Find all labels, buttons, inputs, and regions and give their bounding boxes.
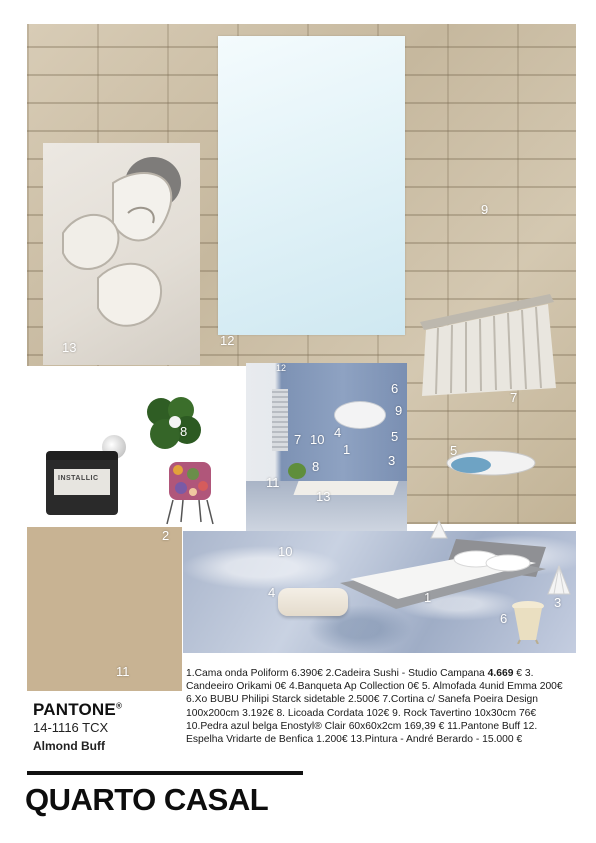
label-11-swatch: 11 — [116, 664, 130, 679]
caption-part-1: 1.Cama onda Poliform 6.390€ 2.Cadeira Sushi - Studio Campana — [186, 668, 488, 679]
label-7-curtain: 7 — [510, 390, 518, 405]
render-bathtub — [334, 401, 386, 429]
label-9-stone: 9 — [481, 202, 489, 217]
label-2-chair: 2 — [162, 528, 170, 543]
pantone-swatch — [27, 527, 182, 691]
render-label-10: 10 — [310, 432, 325, 447]
render-radiator — [272, 389, 288, 451]
label-12-mirror: 12 — [220, 333, 235, 348]
render-label-11: 11 — [266, 475, 280, 490]
render-label-12: 12 — [276, 363, 287, 373]
items-caption — [186, 667, 566, 746]
render-label-13: 13 — [316, 489, 331, 504]
render-label-5: 5 — [391, 429, 399, 444]
render-label-3: 3 — [388, 453, 396, 468]
render-label-1: 1 — [343, 442, 351, 457]
label-3-lamp: 3 — [554, 595, 562, 610]
painting-shapes — [43, 143, 200, 365]
render-label-6: 6 — [391, 381, 399, 396]
side-table-bubu — [510, 600, 546, 644]
mirror-panel — [218, 36, 405, 335]
render-label-4: 4 — [334, 425, 342, 440]
curtain-illustration — [418, 292, 558, 397]
pantone-registered: ® — [115, 701, 123, 711]
label-13-painting: 13 — [62, 340, 77, 355]
painting-artwork — [43, 143, 200, 365]
label-8-plant: 8 — [180, 424, 188, 439]
title-divider — [27, 771, 303, 775]
label-5-cushion: 5 — [450, 443, 458, 458]
caption-part-1-end: € — [513, 668, 523, 679]
render-label-8: 8 — [312, 459, 320, 474]
render-plant — [288, 463, 306, 479]
board-title: QUARTO CASAL — [25, 782, 269, 817]
chair-sushi — [163, 460, 218, 526]
caption-rest: 3. Candeeiro Orikami 0€ 4.Banqueta Ap Collection 0€ 5. Almofada 4unid Emma 200€ 6.Xo BUBU Philipi Starck sidetable 2.500€ 7.Cortina c/ Sanefa Poeira Design 100x200cm 3.192€ 8. Licoada Cordata 102€ 9. Rock Tavertino 10x30cm 76€ 10.Pedra azul belga Enostyl® Clair 60x60x2cm 169,39 € 11.Pantone Buff 12. Espelha Vridarte de Benfica 1.200€ 13.Pintura - André Berardo - 15.000 € — [186, 668, 563, 746]
bathroom-render — [246, 363, 407, 533]
render-rug — [293, 481, 398, 495]
pantone-code: 14-1116 TCX — [33, 720, 109, 735]
pantone-brand — [33, 700, 122, 720]
render-label-7: 7 — [294, 432, 302, 447]
plant-licuala — [143, 396, 203, 452]
label-1-bed: 1 — [424, 590, 432, 605]
render-label-9: 9 — [395, 403, 403, 418]
caption-bold-price: 4.669 — [487, 668, 514, 679]
pantone-brand-text: PANTONE — [33, 700, 116, 719]
pantone-color-name: Almond Buff — [33, 739, 105, 753]
lamp-orikami-small — [430, 520, 448, 540]
curtain-with-valance — [418, 292, 558, 397]
label-10-floor: 10 — [278, 544, 293, 559]
paint-can-brand: INSTALLIC — [58, 475, 99, 482]
label-4-bench: 4 — [268, 585, 276, 600]
label-6-table: 6 — [500, 611, 508, 626]
paint-can — [44, 435, 124, 517]
bench-ap-collection — [278, 588, 348, 616]
